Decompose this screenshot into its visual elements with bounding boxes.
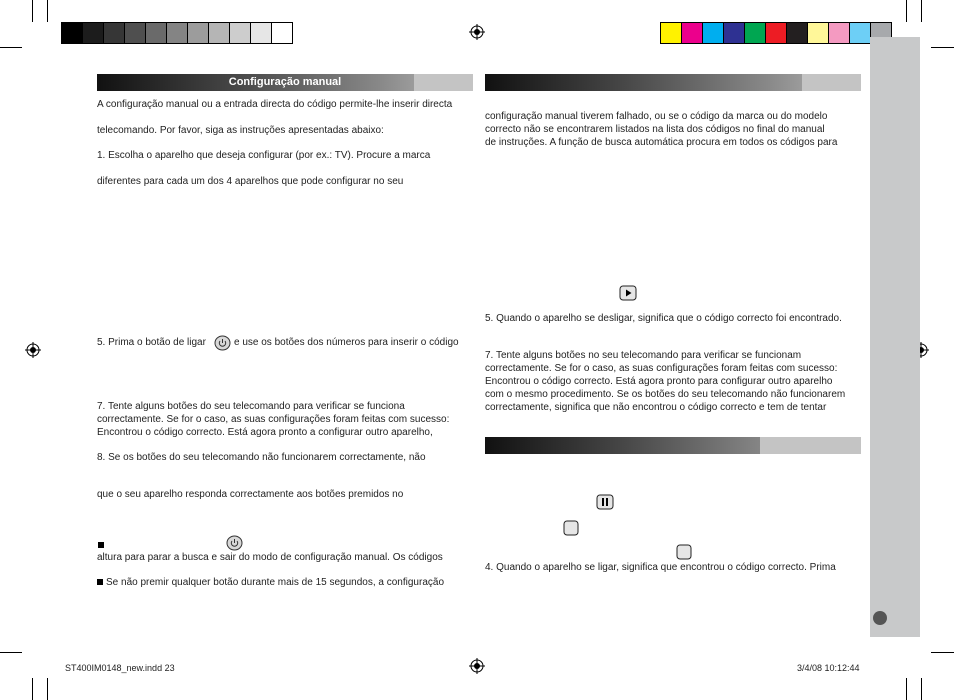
- paragraph-line: 7. Tente alguns botões do seu telecomando para verificar se funciona: [97, 401, 405, 412]
- crop-mark: [931, 652, 954, 653]
- bullet-square-icon: [97, 579, 103, 585]
- crop-mark: [0, 47, 22, 48]
- color-swatch: [167, 23, 188, 43]
- color-swatch: [766, 23, 787, 43]
- paragraph-line: 4. Quando o aparelho se ligar, significa que encontrou o código correcto. Prima: [485, 562, 836, 573]
- color-swatch: [661, 23, 682, 43]
- crop-mark: [906, 678, 907, 700]
- paragraph-line: configuração manual tiverem falhado, ou se o código da marca ou do modelo: [485, 111, 828, 122]
- paragraph-line: telecomando. Por favor, siga as instruções apresentadas abaixo:: [97, 125, 384, 136]
- paragraph-line: Se não premir qualquer botão durante mais de 15 segundos, a configuração: [106, 577, 445, 588]
- crop-mark: [47, 0, 48, 22]
- footer-timestamp: 3/4/08 10:12:44: [797, 663, 860, 673]
- paragraph-line: diferentes para cada um dos 4 aparelhos que pode configurar no seu: [97, 176, 404, 187]
- blank-button-icon: [563, 520, 579, 536]
- paragraph-line: 7. Tente alguns botões no seu telecomando para verificar se funcionam: [485, 350, 802, 361]
- process-color-bar: [660, 22, 892, 44]
- color-swatch: [703, 23, 724, 43]
- registration-mark-icon: [469, 24, 485, 40]
- paragraph-line: de instruções. A função de busca automática procura em todos os códigos para: [485, 137, 838, 148]
- color-swatch: [251, 23, 272, 43]
- color-swatch: [272, 23, 293, 43]
- color-swatch: [745, 23, 766, 43]
- crop-mark: [931, 47, 954, 48]
- paragraph-line: com o mesmo procedimento. Se os botões do seu telecomando não funcionarem: [485, 389, 846, 400]
- registration-mark-icon: [469, 658, 485, 674]
- color-swatch: [188, 23, 209, 43]
- registration-mark-icon: [25, 342, 41, 358]
- color-swatch: [62, 23, 83, 43]
- paragraph-line: correctamente, significa que não encontrou o código correcto e tem de tentar: [485, 402, 827, 413]
- paragraph-line: correcto não se encontrarem listados na lista dos códigos no final do manual: [485, 124, 825, 135]
- blank-button-icon: [676, 544, 692, 560]
- color-swatch: [209, 23, 230, 43]
- paragraph-line: 5. Quando o aparelho se desligar, significa que o código correcto foi encontrado.: [485, 313, 842, 324]
- crop-mark: [921, 0, 922, 22]
- crop-mark: [32, 0, 33, 22]
- page-marker-dot: [873, 611, 887, 625]
- section-title: Configuração manual: [228, 76, 342, 88]
- color-swatch: [146, 23, 167, 43]
- grayscale-color-bar: [61, 22, 293, 44]
- side-tab: [870, 37, 920, 637]
- paragraph-line: Encontrou o código correcto. Está agora pronto para configurar outro aparelho: [485, 376, 833, 387]
- color-swatch: [850, 23, 871, 43]
- paragraph-line: 1. Escolha o aparelho que deseja configurar (por ex.: TV). Procure a marca: [97, 150, 431, 161]
- footer-filename: ST400IM0148_new.indd 23: [65, 663, 175, 673]
- color-swatch: [787, 23, 808, 43]
- section-header-bar-end: [802, 74, 861, 91]
- paragraph-line: correctamente. Se for o caso, as suas configurações foram feitas com sucesso:: [485, 363, 838, 374]
- pause-button-icon: [596, 494, 614, 510]
- power-button-icon: [226, 535, 243, 551]
- crop-mark: [32, 678, 33, 700]
- color-swatch: [104, 23, 125, 43]
- paragraph-line: 5. Prima o botão de ligar: [97, 337, 206, 348]
- paragraph-line: correctamente. Se for o caso, as suas configurações foram feitas com sucesso:: [97, 414, 450, 425]
- color-swatch: [808, 23, 829, 43]
- paragraph-line: A configuração manual ou a entrada directa do código permite-lhe inserir directa: [97, 99, 453, 110]
- power-button-icon: [214, 335, 231, 351]
- color-swatch: [230, 23, 251, 43]
- color-swatch: [829, 23, 850, 43]
- play-button-icon: [619, 285, 637, 301]
- paragraph-line: altura para parar a busca e sair do modo de configuração manual. Os códigos: [97, 552, 443, 563]
- crop-mark: [0, 652, 22, 653]
- paragraph-line: e use os botões dos números para inserir o código: [234, 337, 459, 348]
- crop-mark: [921, 678, 922, 700]
- color-swatch: [724, 23, 745, 43]
- section-header-bar-end: [760, 437, 861, 454]
- bullet-square-icon: [98, 542, 104, 548]
- crop-mark: [47, 678, 48, 700]
- color-swatch: [682, 23, 703, 43]
- paragraph-line: 8. Se os botões do seu telecomando não funcionarem correctamente, não: [97, 452, 426, 463]
- crop-mark: [906, 0, 907, 22]
- paragraph-line: que o seu aparelho responda correctamente aos botões premidos no: [97, 489, 404, 500]
- color-swatch: [125, 23, 146, 43]
- paragraph-line: Encontrou o código correcto. Está agora pronto a configurar outro aparelho,: [97, 427, 433, 438]
- color-swatch: [83, 23, 104, 43]
